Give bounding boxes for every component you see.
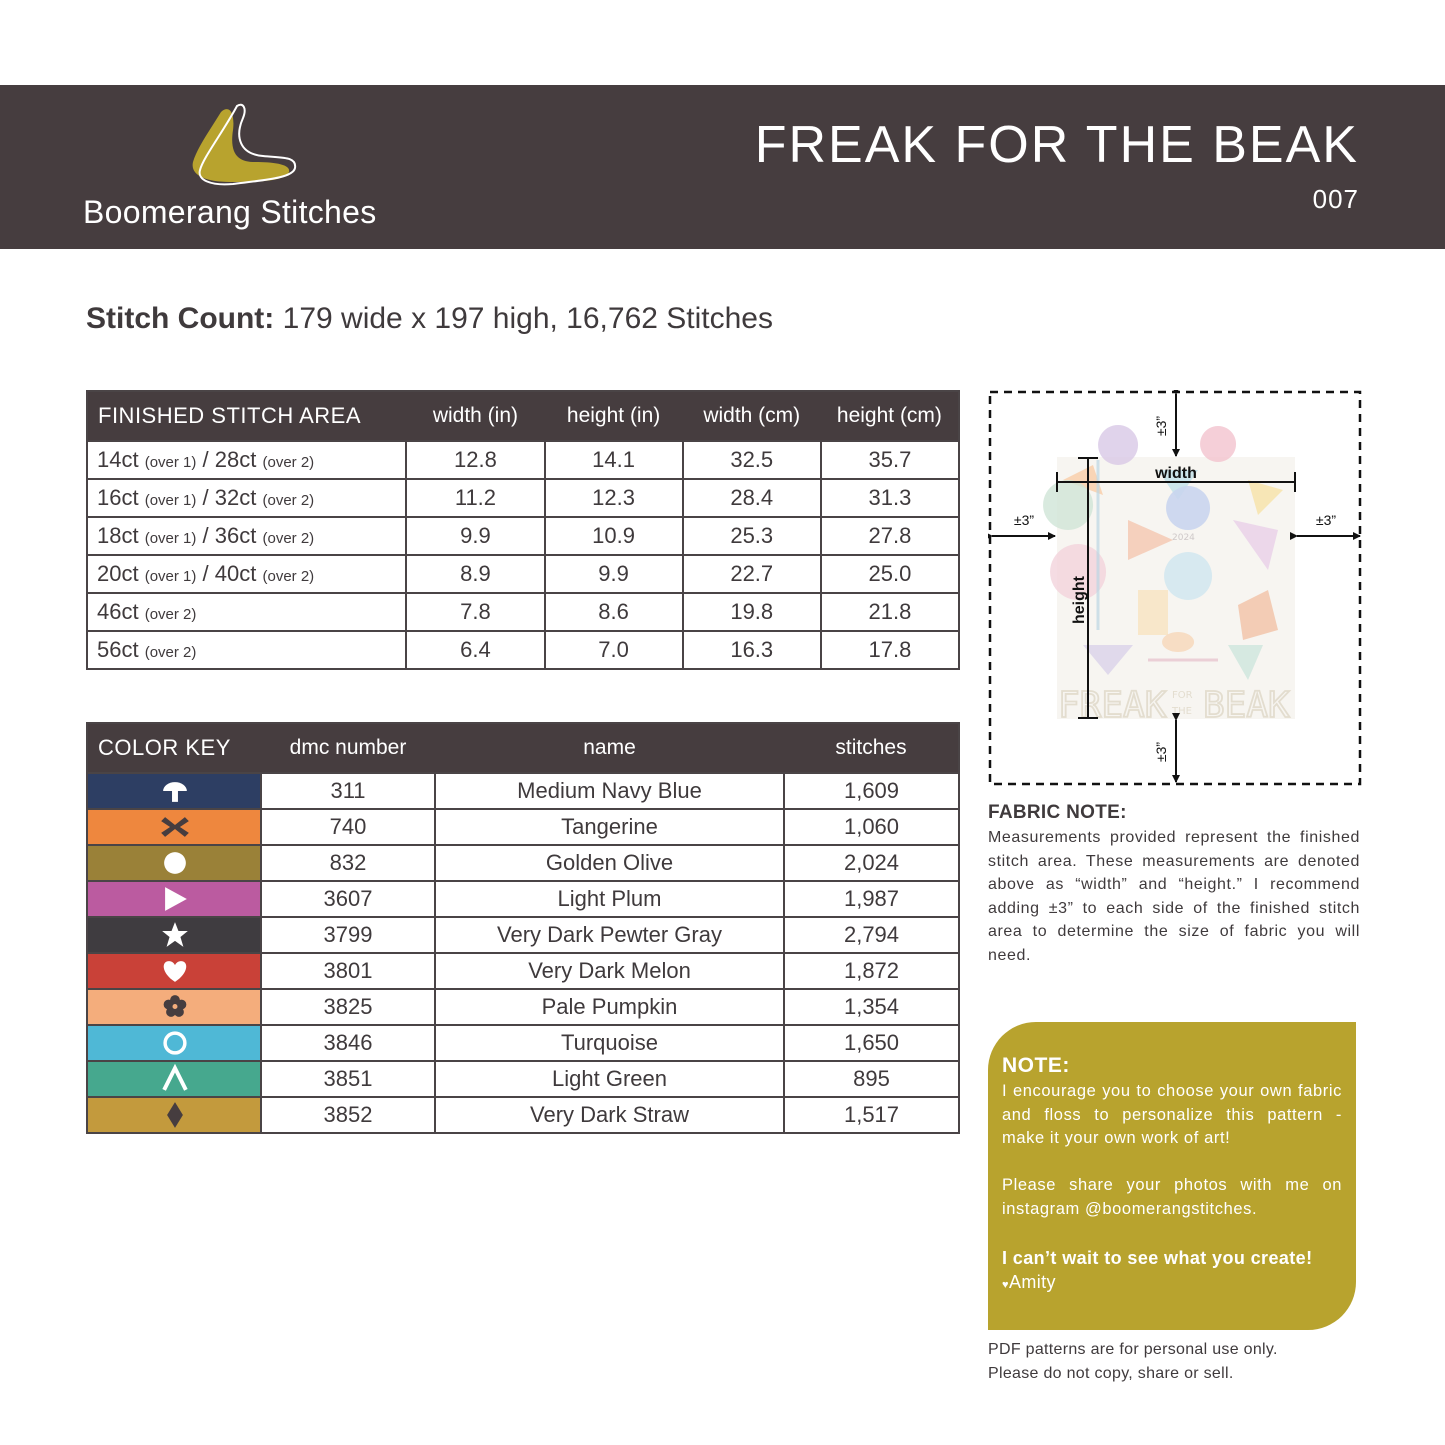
color-name: Very Dark Straw	[435, 1097, 784, 1133]
dmc-number: 3852	[261, 1097, 435, 1133]
fabric-size-diagram	[988, 390, 1364, 788]
height-cm-cell: 35.7	[821, 441, 959, 479]
fabric-count-cell: 18ct (over 1) / 36ct (over 2)	[87, 517, 406, 555]
heart-icon	[88, 955, 260, 987]
color-name: Light Green	[435, 1061, 784, 1097]
stitch-count-cell: 1,650	[784, 1025, 959, 1061]
pattern-title: FREAK FOR THE BEAK	[754, 116, 1359, 174]
color-key-table	[86, 722, 960, 1134]
width-cm-cell: 22.7	[683, 555, 821, 593]
table-row	[87, 881, 959, 917]
color-swatch	[87, 845, 261, 881]
fabric-count-cell: 56ct (over 2)	[87, 631, 406, 669]
boomerang-logo-icon	[185, 100, 305, 192]
stitch-count-value: 179 wide x 197 high, 16,762 Stitches	[282, 302, 773, 335]
height-cm-cell: 21.8	[821, 593, 959, 631]
width-cm-cell: 32.5	[683, 441, 821, 479]
header-finished-stitch-area: FINISHED STITCH AREA	[87, 391, 406, 441]
stitch-count-cell: 895	[784, 1061, 959, 1097]
color-swatch	[87, 917, 261, 953]
note-box	[988, 1022, 1356, 1330]
diamond-icon	[88, 1099, 260, 1131]
artwork-title-for: FOR	[1172, 690, 1193, 701]
height-in-cell: 12.3	[545, 479, 683, 517]
color-swatch	[87, 1025, 261, 1061]
height-cm-cell: 25.0	[821, 555, 959, 593]
left-margin-label: ±3”	[1013, 512, 1035, 528]
fabric-count-cell: 46ct (over 2)	[87, 593, 406, 631]
stitch-count-cell: 1,354	[784, 989, 959, 1025]
table-row	[87, 517, 959, 555]
height-in-cell: 7.0	[545, 631, 683, 669]
color-swatch	[87, 809, 261, 845]
width-cm-cell: 19.8	[683, 593, 821, 631]
dmc-number: 740	[261, 809, 435, 845]
height-in-cell: 8.6	[545, 593, 683, 631]
note-signature: ♥Amity	[1002, 1272, 1056, 1292]
header-dmc-number: dmc number	[261, 723, 435, 773]
x-cross-icon	[88, 811, 260, 843]
fabric-note-title: FABRIC NOTE:	[988, 802, 1127, 823]
header-height-in: height (in)	[545, 391, 683, 441]
heart-icon: ♥	[1002, 1279, 1009, 1291]
stitch-count-cell: 1,987	[784, 881, 959, 917]
table-row	[87, 479, 959, 517]
width-cm-cell: 28.4	[683, 479, 821, 517]
dmc-number: 3851	[261, 1061, 435, 1097]
color-swatch	[87, 773, 261, 809]
header-stitches: stitches	[784, 723, 959, 773]
table-row	[87, 809, 959, 845]
note-paragraph-2: Please share your photos with me on instagram @boomerangstitches.	[1002, 1176, 1342, 1218]
color-name: Very Dark Melon	[435, 953, 784, 989]
artwork-title-the: THE	[1172, 706, 1192, 717]
header-width-cm: width (cm)	[683, 391, 821, 441]
caret-up-icon	[88, 1063, 260, 1095]
color-name: Tangerine	[435, 809, 784, 845]
color-swatch	[87, 1061, 261, 1097]
top-margin-label: ±3”	[1153, 415, 1169, 437]
height-cm-cell: 17.8	[821, 631, 959, 669]
color-key-header	[87, 723, 959, 773]
header-name: name	[435, 723, 784, 773]
fabric-count-cell: 14ct (over 1) / 28ct (over 2)	[87, 441, 406, 479]
note-paragraph-1: I encourage you to choose your own fabric and floss to personalize this pattern - make it your own work of art!	[1002, 1082, 1342, 1147]
note-signoff: I can’t wait to see what you create!	[1002, 1248, 1313, 1268]
width-in-cell: 6.4	[406, 631, 544, 669]
table-row	[87, 1025, 959, 1061]
color-name: Medium Navy Blue	[435, 773, 784, 809]
dmc-number: 3799	[261, 917, 435, 953]
width-in-cell: 8.9	[406, 555, 544, 593]
usage-disclaimer	[988, 1338, 1278, 1386]
color-swatch	[87, 953, 261, 989]
width-label: width	[1155, 465, 1197, 482]
stitch-count-label: Stitch Count:	[86, 302, 275, 335]
header-width-in: width (in)	[406, 391, 544, 441]
stitch-count-cell: 1,609	[784, 773, 959, 809]
color-name: Very Dark Pewter Gray	[435, 917, 784, 953]
color-name: Pale Pumpkin	[435, 989, 784, 1025]
table-row	[87, 631, 959, 669]
finished-stitch-area-table	[86, 390, 960, 670]
fabric-count-cell: 16ct (over 1) / 32ct (over 2)	[87, 479, 406, 517]
height-in-cell: 14.1	[545, 441, 683, 479]
color-swatch	[87, 989, 261, 1025]
stitch-count-cell: 1,872	[784, 953, 959, 989]
dmc-number: 3825	[261, 989, 435, 1025]
table-row	[87, 1097, 959, 1133]
mushroom-icon	[88, 775, 260, 807]
stitch-count-cell: 2,024	[784, 845, 959, 881]
artwork-title-beak: BEAK	[1203, 685, 1290, 726]
fabric-count-cell: 20ct (over 1) / 40ct (over 2)	[87, 555, 406, 593]
artwork-title-freak: FREAK	[1058, 685, 1167, 726]
pattern-number: 007	[1312, 184, 1359, 214]
header-color-key: COLOR KEY	[87, 723, 261, 773]
brand-name: Boomerang Stitches	[83, 194, 377, 230]
color-name: Light Plum	[435, 881, 784, 917]
area-table-header	[87, 391, 959, 441]
star-icon	[88, 919, 260, 951]
note-title: NOTE:	[1002, 1054, 1070, 1077]
table-row	[87, 441, 959, 479]
table-row	[87, 555, 959, 593]
dmc-number: 311	[261, 773, 435, 809]
stitch-count-cell: 2,794	[784, 917, 959, 953]
flower-icon	[88, 991, 260, 1023]
dmc-number: 3607	[261, 881, 435, 917]
stitch-count-cell: 1,060	[784, 809, 959, 845]
color-name: Turquoise	[435, 1025, 784, 1061]
table-row	[87, 845, 959, 881]
ring-icon	[88, 1027, 260, 1059]
table-row	[87, 773, 959, 809]
height-in-cell: 9.9	[545, 555, 683, 593]
width-in-cell: 7.8	[406, 593, 544, 631]
color-swatch	[87, 1097, 261, 1133]
artwork-year: 2024	[1172, 533, 1195, 543]
circle-icon	[88, 847, 260, 879]
height-cm-cell: 27.8	[821, 517, 959, 555]
dmc-number: 3801	[261, 953, 435, 989]
dmc-number: 3846	[261, 1025, 435, 1061]
width-in-cell: 9.9	[406, 517, 544, 555]
triangle-right-icon	[88, 883, 260, 915]
table-row	[87, 917, 959, 953]
bottom-margin-label: ±3”	[1153, 741, 1169, 763]
table-row	[87, 989, 959, 1025]
color-swatch	[87, 881, 261, 917]
header-height-cm: height (cm)	[821, 391, 959, 441]
dmc-number: 832	[261, 845, 435, 881]
width-in-cell: 11.2	[406, 479, 544, 517]
right-margin-label: ±3”	[1315, 512, 1337, 528]
height-cm-cell: 31.3	[821, 479, 959, 517]
table-row	[87, 1061, 959, 1097]
disclaimer-line-2: Please do not copy, share or sell.	[988, 1365, 1234, 1382]
color-name: Golden Olive	[435, 845, 784, 881]
height-in-cell: 10.9	[545, 517, 683, 555]
width-in-cell: 12.8	[406, 441, 544, 479]
fabric-note-body: Measurements provided represent the finished stitch area. These measurements are denoted above as “width” and “height.” I recommend adding ±3” to each side of the finished stitch area to determine the size of fabric you will need.	[988, 829, 1360, 964]
disclaimer-line-1: PDF patterns are for personal use only.	[988, 1341, 1278, 1358]
stitch-count-cell: 1,517	[784, 1097, 959, 1133]
stitch-count	[86, 302, 773, 336]
height-label: height	[1071, 576, 1088, 624]
width-cm-cell: 25.3	[683, 517, 821, 555]
width-cm-cell: 16.3	[683, 631, 821, 669]
table-row	[87, 953, 959, 989]
table-row	[87, 593, 959, 631]
